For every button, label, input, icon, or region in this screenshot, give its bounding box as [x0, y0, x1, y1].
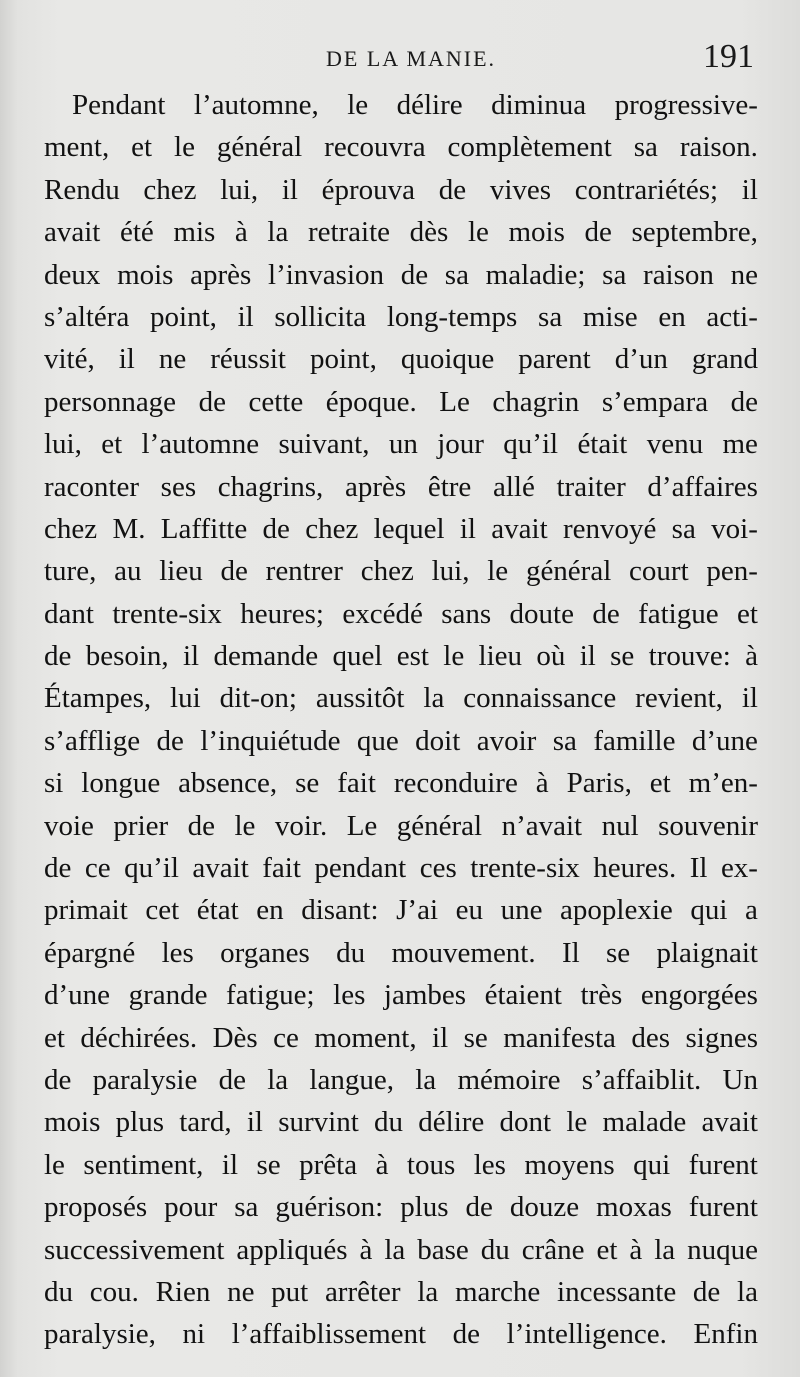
- text-line: s’afflige de l’inquiétude que doit avoir sa famille d’une: [44, 724, 758, 757]
- text-line: primait cet état en disant: J’ai eu une apoplexie qui a: [44, 894, 758, 927]
- text-line: d’une grande fatigue; les jambes étaient très engorgées: [44, 979, 758, 1012]
- text-line: voie prier de le voir. Le général n’avait nul souvenir: [44, 809, 758, 842]
- text-line: le sentiment, il se prêta à tous les moyens qui furent: [44, 1148, 758, 1181]
- text-line: successivement appliqués à la base du crâne et à la nuque: [44, 1233, 758, 1266]
- text-line: avait été mis à la retraite dès le mois de septembre,: [44, 216, 758, 249]
- text-line: personnage de cette époque. Le chagrin s’empara de: [44, 385, 758, 418]
- text-line: mois plus tard, il survint du délire dont le malade avait: [44, 1106, 758, 1139]
- text-line: chez M. Laffitte de chez lequel il avait renvoyé sa voi-: [44, 512, 758, 545]
- text-line: et déchirées. Dès ce moment, il se manifesta des signes: [44, 1021, 758, 1054]
- running-title: DE LA MANIE.: [326, 46, 497, 71]
- text-line: dant trente-six heures; excédé sans doute de fatigue et: [44, 597, 758, 630]
- text-line: du cou. Rien ne put arrêter la marche incessante de la: [44, 1275, 758, 1308]
- text-line: proposés pour sa guérison: plus de douze moxas furent: [44, 1191, 758, 1224]
- text-line: ment, et le général recouvra complètement sa raison.: [44, 131, 758, 164]
- text-line: Étampes, lui dit-on; aussitôt la connaissance revient, il: [44, 682, 758, 715]
- text-line: raconter ses chagrins, après être allé traiter d’affaires: [44, 470, 758, 503]
- text-line: lui, et l’automne suivant, un jour qu’il était venu me: [44, 428, 758, 461]
- text-line: Pendant l’automne, le délire diminua progressive-: [72, 89, 758, 121]
- body-text: [44, 84, 758, 1356]
- text-line: de ce qu’il avait fait pendant ces trente-six heures. Il ex-: [44, 852, 758, 885]
- text-line: s’altéra point, il sollicita long-temps sa mise en acti-: [44, 300, 758, 333]
- text-line: de paralysie de la langue, la mémoire s’affaiblit. Un: [44, 1063, 758, 1096]
- text-line: vité, il ne réussit point, quoique parent d’un grand: [44, 343, 758, 376]
- page-number: 191: [703, 38, 754, 75]
- text-line: deux mois après l’invasion de sa maladie; sa raison ne: [44, 258, 758, 291]
- text-line: épargné les organes du mouvement. Il se plaignait: [44, 936, 758, 969]
- text-line: paralysie, ni l’affaiblissement de l’intelligence. Enfin: [44, 1318, 758, 1351]
- text-line: ture, au lieu de rentrer chez lui, le général court pen-: [44, 555, 758, 588]
- running-head: [40, 40, 760, 80]
- text-line: si longue absence, se fait reconduire à Paris, et m’en-: [44, 767, 758, 800]
- text-line: de besoin, il demande quel est le lieu où il se trouve: à: [44, 640, 758, 673]
- text-line: Rendu chez lui, il éprouva de vives contrariétés; il: [44, 173, 758, 206]
